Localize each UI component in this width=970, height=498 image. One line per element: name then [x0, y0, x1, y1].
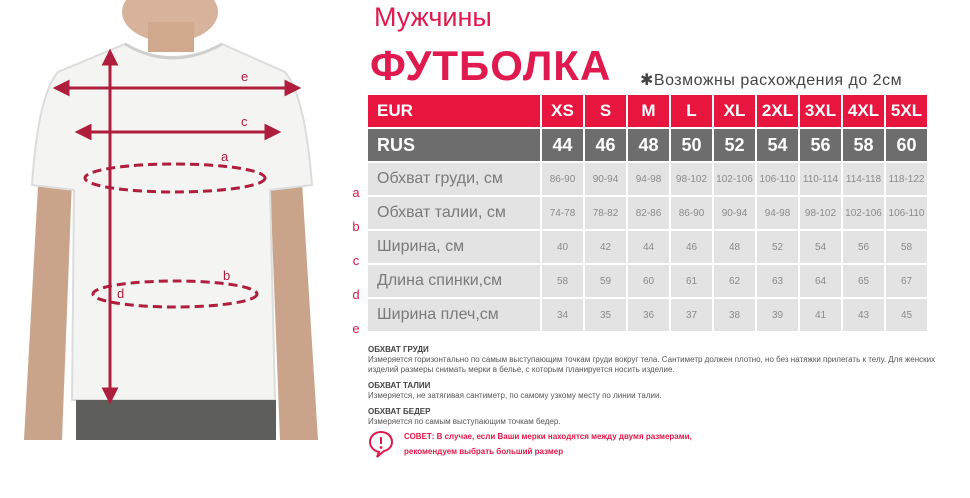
rus-size-cell: 56 — [800, 129, 841, 161]
row-label: Обхват талии, см — [368, 197, 540, 229]
table-cell: 78-82 — [585, 197, 626, 229]
eur-size-cell: 5XL — [886, 95, 927, 127]
rus-label: RUS — [368, 129, 540, 161]
row-letter: c — [352, 253, 360, 268]
table-cell: 90-94 — [714, 197, 755, 229]
table-row — [368, 299, 927, 331]
table-cell: 110-114 — [800, 163, 841, 195]
tip-block — [368, 428, 928, 464]
eur-size-cell: XL — [714, 95, 755, 127]
eur-label: EUR — [368, 95, 540, 127]
table-cell: 67 — [886, 265, 927, 297]
rus-size-cell: 44 — [542, 129, 583, 161]
table-cell: 114-118 — [843, 163, 884, 195]
rus-size-cell: 52 — [714, 129, 755, 161]
table-cell: 59 — [585, 265, 626, 297]
table-cell: 52 — [757, 231, 798, 263]
row-letter: b — [352, 219, 360, 234]
eur-size-row — [368, 95, 927, 127]
description-text: Измеряется, не затягивая сантиметр, по самому узкому месту по линии талии. — [368, 391, 662, 400]
table-cell: 106-110 — [757, 163, 798, 195]
table-cell: 45 — [886, 299, 927, 331]
table-cell: 35 — [585, 299, 626, 331]
table-cell: 86-90 — [671, 197, 712, 229]
neck-shape — [148, 22, 194, 52]
table-cell: 54 — [800, 231, 841, 263]
table-cell: 46 — [671, 231, 712, 263]
page-subtitle: Мужчины — [374, 2, 492, 32]
eur-size-cell: 4XL — [843, 95, 884, 127]
table-cell: 40 — [542, 231, 583, 263]
table-cell: 41 — [800, 299, 841, 331]
table-cell: 98-102 — [671, 163, 712, 195]
row-label: Ширина плеч,см — [368, 299, 540, 331]
table-cell: 98-102 — [800, 197, 841, 229]
size-table — [366, 93, 929, 333]
table-cell: 118-122 — [886, 163, 927, 195]
tip-line: рекомендуем выбрать больший размер — [404, 447, 564, 456]
tip-line: СОВЕТ: В случае, если Ваши мерки находятся между двумя размерами, — [404, 432, 692, 441]
table-cell: 56 — [843, 231, 884, 263]
row-label: Обхват груди, см — [368, 163, 540, 195]
tshirt-measurement-illustration — [0, 0, 350, 498]
pants — [76, 400, 276, 440]
table-cell: 106-110 — [886, 197, 927, 229]
row-label: Ширина, см — [368, 231, 540, 263]
description-heading: ОБХВАТ ТАЛИИ — [368, 381, 431, 390]
table-cell: 43 — [843, 299, 884, 331]
rus-size-cell: 50 — [671, 129, 712, 161]
description-text: Измеряется по самым выступающим точкам бедер. — [368, 417, 561, 426]
table-cell: 42 — [585, 231, 626, 263]
rus-size-cell: 60 — [886, 129, 927, 161]
row-letter: e — [352, 321, 360, 336]
table-cell: 34 — [542, 299, 583, 331]
marker-b: b — [223, 268, 231, 283]
table-cell: 44 — [628, 231, 669, 263]
table-cell: 94-98 — [757, 197, 798, 229]
rus-size-cell: 54 — [757, 129, 798, 161]
rus-size-cell: 46 — [585, 129, 626, 161]
tshirt-figure — [0, 0, 350, 498]
eur-size-cell: M — [628, 95, 669, 127]
table-row — [368, 163, 927, 195]
marker-e: e — [241, 69, 249, 84]
table-cell: 74-78 — [542, 197, 583, 229]
table-cell: 64 — [800, 265, 841, 297]
table-cell: 90-94 — [585, 163, 626, 195]
table-cell: 48 — [714, 231, 755, 263]
tshirt-shape — [32, 44, 312, 400]
table-cell: 39 — [757, 299, 798, 331]
eur-size-cell: S — [585, 95, 626, 127]
eur-size-cell: XS — [542, 95, 583, 127]
table-cell: 86-90 — [542, 163, 583, 195]
table-cell: 102-106 — [843, 197, 884, 229]
table-cell: 63 — [757, 265, 798, 297]
description-text: Измеряется горизонтально по самым выступающим точкам груди вокруг тела. Сантиметр должен плотно, но без натяжки прилегать к телу. Для женских изделий размеры снимать мерки в белье, с которым планируется носить изделие. — [368, 355, 936, 374]
page-title: ФУТБОЛКА — [370, 42, 612, 89]
table-cell: 82-86 — [628, 197, 669, 229]
marker-d: d — [117, 286, 125, 301]
row-label: Длина спинки,см — [368, 265, 540, 297]
marker-a: a — [221, 149, 229, 164]
marker-c: c — [241, 114, 248, 129]
table-row — [368, 231, 927, 263]
table-row — [368, 265, 927, 297]
rus-size-row — [368, 129, 927, 161]
speech-bubble-icon — [368, 430, 394, 458]
table-cell: 62 — [714, 265, 755, 297]
rus-size-cell: 48 — [628, 129, 669, 161]
row-letter: d — [352, 287, 360, 302]
row-letter: a — [352, 185, 360, 200]
description-heading: ОБХВАТ ГРУДИ — [368, 345, 429, 354]
table-cell: 102-106 — [714, 163, 755, 195]
eur-size-cell: 2XL — [757, 95, 798, 127]
eur-size-cell: 3XL — [800, 95, 841, 127]
table-cell: 60 — [628, 265, 669, 297]
table-cell: 65 — [843, 265, 884, 297]
measurement-descriptions — [368, 342, 948, 427]
table-cell: 61 — [671, 265, 712, 297]
table-cell: 38 — [714, 299, 755, 331]
table-cell: 37 — [671, 299, 712, 331]
table-cell: 36 — [628, 299, 669, 331]
table-cell: 58 — [886, 231, 927, 263]
eur-size-cell: L — [671, 95, 712, 127]
deviation-note: ✱Возможны расхождения до 2см — [640, 72, 903, 89]
table-cell: 58 — [542, 265, 583, 297]
description-heading: ОБХВАТ БЕДЕР — [368, 407, 431, 416]
table-row — [368, 197, 927, 229]
rus-size-cell: 58 — [843, 129, 884, 161]
table-cell: 94-98 — [628, 163, 669, 195]
